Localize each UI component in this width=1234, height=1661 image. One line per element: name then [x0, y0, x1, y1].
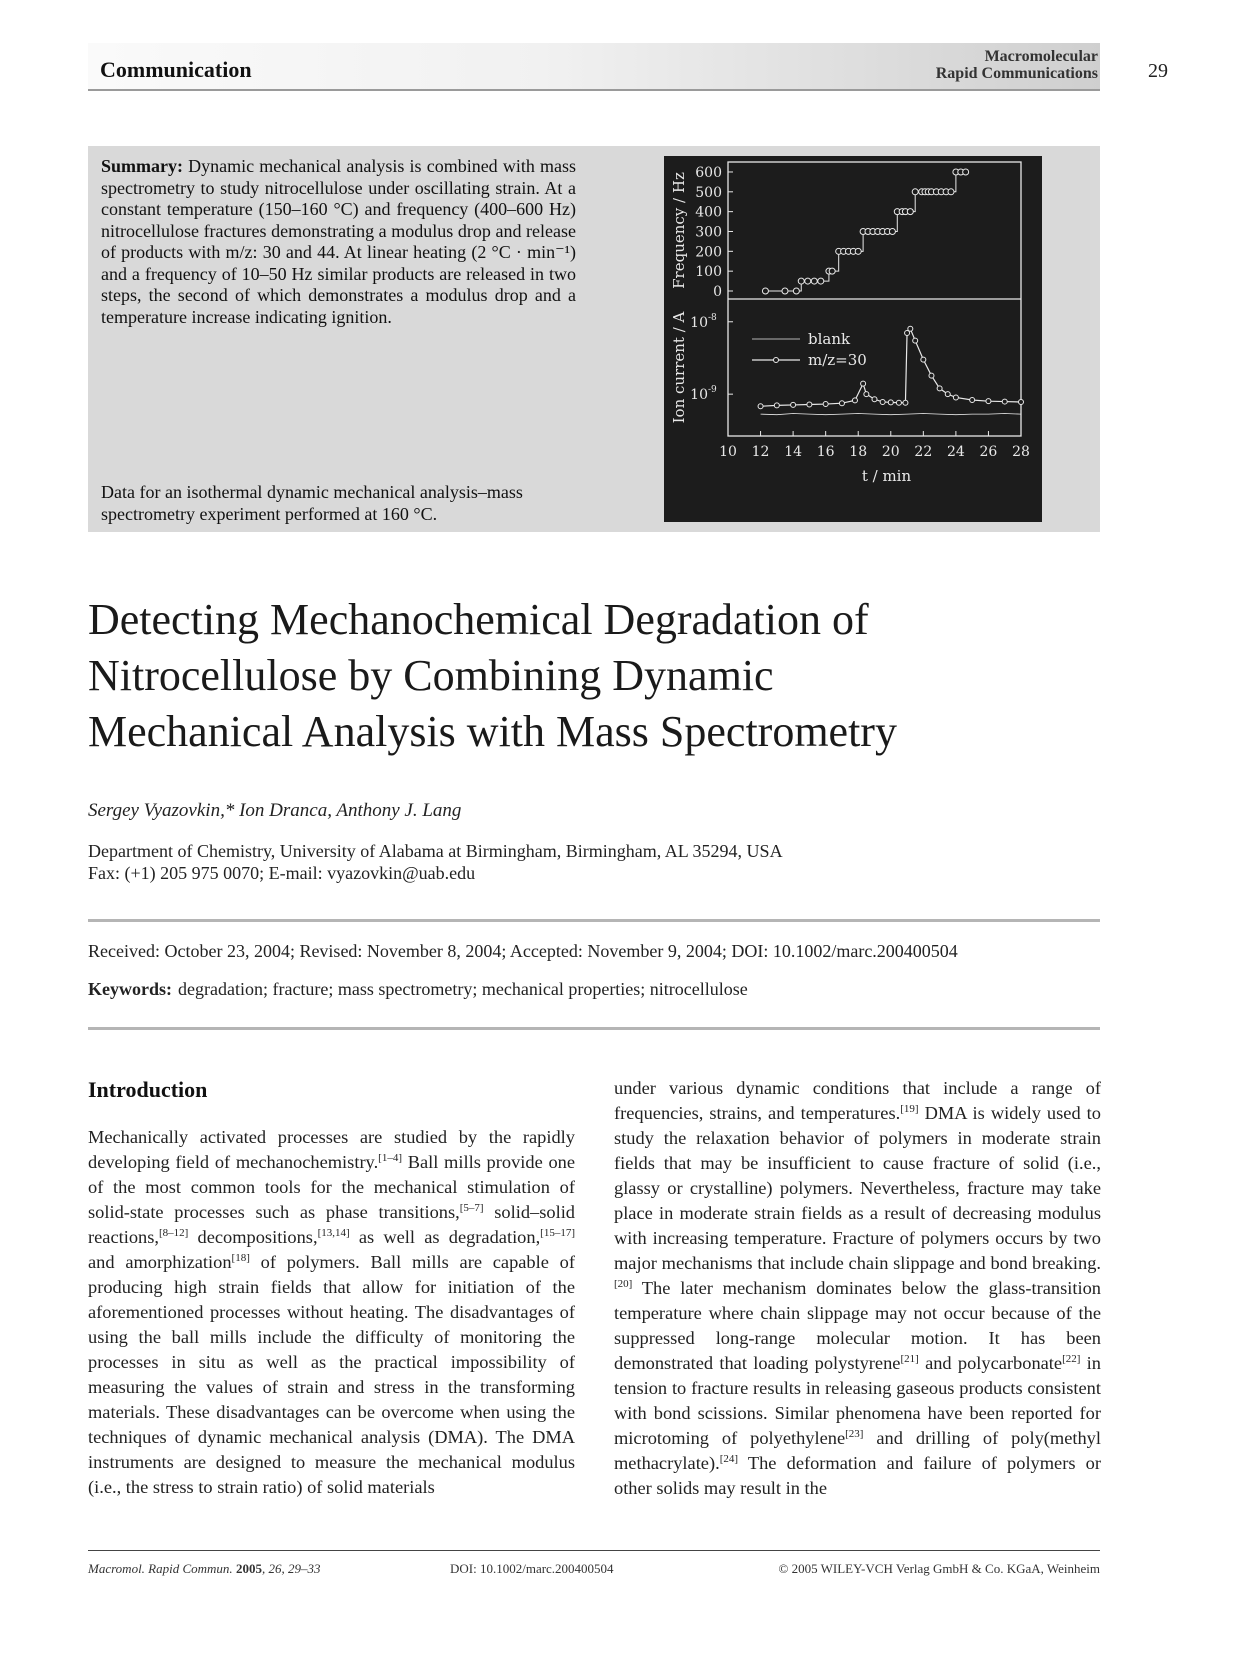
title-line-3: Mechanical Analysis with Mass Spectrometry: [88, 707, 897, 756]
article-title: [88, 592, 1138, 760]
data-point-mz30: [896, 400, 901, 405]
y-tick-label: 600: [695, 164, 722, 181]
y-tick-label: 200: [695, 244, 722, 261]
y-tick-label: 0: [713, 284, 722, 300]
x-tick-label: 18: [849, 444, 868, 460]
body-text: and drilling of poly(methyl methacrylate).: [614, 1428, 1101, 1473]
footer-doi: DOI: 10.1002/marc.200400504: [450, 1561, 614, 1576]
footer-pages: , 29–33: [281, 1561, 321, 1576]
body-text: as well as degradation,: [349, 1227, 541, 1247]
y-tick-label: 100: [695, 264, 722, 281]
body-text: solid–solid reactions,: [88, 1202, 575, 1247]
data-point-frequency: [948, 189, 954, 195]
citation-ref[interactable]: [20]: [614, 1277, 633, 1290]
data-point-mz30: [839, 401, 844, 406]
data-point-frequency: [805, 278, 811, 284]
body-text: Ball mills provide one of the most common tools for the mechanical stimulation of solid-state processes such as phase transitions,: [88, 1152, 575, 1222]
data-point-mz30: [852, 398, 857, 403]
data-point-mz30: [861, 381, 866, 386]
data-point-frequency: [855, 248, 861, 254]
data-point-mz30: [953, 395, 958, 400]
citation-ref[interactable]: [21]: [900, 1352, 919, 1365]
legend-label-blank: blank: [808, 330, 851, 348]
received-dates: Received: October 23, 2004; Revised: November 8, 2004; Accepted: November 9, 2004; DOI: 10.1002/marc.200400504: [88, 941, 958, 961]
divider-bottom: [88, 1027, 1100, 1030]
legend-marker-mz30: [774, 358, 779, 363]
citation-ref[interactable]: [22]: [1062, 1352, 1081, 1365]
body-text: DMA is widely used to study the relaxation behavior of polymers in moderate strain fields that may be insufficient to cause fracture of solid (i.e., glassy or crystalline) polymers. Nevertheless, fracture may take place in moderate strain fields as a result of decreasing modulus with increasing temperature. Fracture of polymers occurs by two major mechanisms that include chain slippage and bond breaking.: [614, 1103, 1101, 1273]
data-point-frequency: [889, 228, 895, 234]
journal-name-line2: Rapid Communications: [935, 65, 1098, 82]
citation-ref[interactable]: [1–4]: [378, 1151, 402, 1164]
data-point-mz30: [903, 400, 908, 405]
figure-caption: Data for an isothermal dynamic mechanical analysis–mass spectrometry experiment performed at 160 °C.: [101, 482, 523, 524]
data-point-mz30: [888, 400, 893, 405]
data-point-mz30: [937, 386, 942, 391]
footer-year: 2005: [235, 1561, 262, 1576]
x-tick-label: 16: [816, 444, 835, 460]
summary-label: Summary:: [101, 156, 183, 176]
intro-paragraph-left: [88, 1125, 575, 1500]
data-point-mz30: [758, 404, 763, 409]
dma-ms-chart: [664, 156, 1042, 522]
journal-name: [936, 48, 1098, 82]
data-point-frequency: [793, 288, 799, 294]
x-tick-label: 14: [784, 444, 803, 460]
citation-ref[interactable]: [24]: [719, 1452, 739, 1465]
data-point-frequency: [907, 209, 913, 215]
body-text: in tension to fracture results in releasing gaseous products consistent with bond scissions. Similar phenomena have been reported for microtoming of polyethylene: [614, 1353, 1101, 1448]
title-line-2: Nitrocellulose by Combining Dynamic: [88, 651, 774, 700]
x-tick-label: 12: [751, 444, 770, 460]
data-point-frequency: [782, 288, 788, 294]
data-point-mz30: [913, 338, 918, 343]
data-point-frequency: [798, 278, 804, 284]
data-point-frequency: [829, 268, 835, 274]
footer-volume: 26: [268, 1561, 282, 1576]
y-tick-exponent: -9: [708, 385, 717, 396]
data-point-mz30: [791, 402, 796, 407]
abstract-figure: [664, 156, 1042, 522]
intro-paragraph-right: [614, 1076, 1101, 1501]
affiliation-line2: Fax: (+1) 205 975 0070; E-mail: vyazovkin@uab.edu: [88, 863, 476, 883]
x-axis-label: t / min: [861, 467, 912, 485]
footer-copyright: © 2005 WILEY-VCH Verlag GmbH & Co. KGaA, Weinheim: [778, 1561, 1100, 1576]
data-point-mz30: [908, 326, 913, 331]
section-label: Communication: [100, 57, 252, 82]
data-point-mz30: [872, 397, 877, 402]
y-axis-label: Frequency / Hz: [670, 172, 688, 289]
citation-ref[interactable]: [19]: [900, 1102, 919, 1115]
citation-ref[interactable]: [18]: [231, 1251, 250, 1264]
footer-citation: Macromol. Rapid Commun. 2005, 26, 29–33: [88, 1561, 321, 1576]
data-point-mz30: [823, 402, 828, 407]
data-point-mz30: [774, 403, 779, 408]
data-point-frequency: [963, 169, 969, 175]
x-tick-label: 10: [719, 444, 737, 460]
summary-text: Dynamic mechanical analysis is combined with mass spectrometry to study nitrocellulose under oscillating strain. At a constant temperature (150–160 °C) and frequency (400–600 Hz) nitrocellulose fractures demonstrating a modulus drop and release of products with m/z: 30 and 44. At linear heating (2 °C · min⁻¹) and a frequency of 10–50 Hz similar products are released in two steps, the second of which demonstrates a modulus drop and a temperature increase indicating ignition.: [101, 156, 576, 327]
x-tick-label: 22: [914, 444, 933, 460]
citation-ref[interactable]: [23]: [845, 1427, 864, 1440]
keywords: [88, 979, 748, 1000]
y-axis-label: Ion current / A: [670, 311, 688, 424]
data-point-frequency: [818, 278, 824, 284]
y-tick-label: 10: [690, 387, 708, 404]
data-point-mz30: [807, 402, 812, 407]
data-point-mz30: [1019, 399, 1024, 404]
series-line-blank: [761, 414, 1021, 415]
y-tick-exponent: -8: [708, 312, 717, 323]
data-point-frequency: [912, 189, 918, 195]
y-tick-label: 400: [695, 204, 722, 221]
x-tick-label: 26: [979, 444, 998, 460]
x-tick-label: 28: [1012, 444, 1030, 460]
page-number: 29: [1148, 60, 1168, 82]
introduction-heading: Introduction: [88, 1077, 208, 1102]
keywords-label: Keywords:: [88, 979, 172, 999]
affiliation: [88, 840, 783, 884]
author-list: Sergey Vyazovkin,* Ion Dranca, Anthony J. Lang: [88, 800, 462, 821]
citation-ref[interactable]: [5–7]: [459, 1201, 484, 1214]
data-point-mz30: [880, 399, 885, 404]
footer-journal: Macromol. Rapid Commun.: [88, 1561, 233, 1576]
body-column-right: [614, 1076, 1101, 1501]
y-tick-label: 500: [695, 184, 722, 201]
data-point-mz30: [864, 392, 869, 397]
citation-ref[interactable]: [8–12]: [158, 1226, 189, 1239]
x-tick-label: 20: [881, 444, 900, 460]
x-tick-label: 24: [946, 444, 965, 460]
footer-rule: [88, 1550, 1100, 1551]
keywords-text: degradation; fracture; mass spectrometry; mechanical properties; nitrocellulose: [178, 979, 748, 999]
journal-name-line1: Macromolecular: [984, 48, 1098, 65]
body-text: The deformation and failure of polymers or other solids may result in the: [614, 1453, 1101, 1498]
body-text: and polycarbonate: [918, 1353, 1063, 1373]
data-point-frequency: [762, 288, 768, 294]
body-text: under various dynamic conditions that include a range of frequencies, strains, and temperatures.: [614, 1078, 1101, 1123]
body-text: decompositions,: [188, 1227, 318, 1247]
citation-ref[interactable]: [15–17]: [540, 1226, 575, 1239]
title-line-1: Detecting Mechanochemical Degradation of: [88, 595, 869, 644]
y-tick-label: 300: [695, 224, 722, 241]
data-point-mz30: [945, 392, 950, 397]
body-text: Mechanically activated processes are studied by the rapidly developing field of mechanochemistry.: [88, 1127, 575, 1172]
summary-paragraph: [101, 156, 576, 328]
data-point-mz30: [986, 399, 991, 404]
y-tick-label: 10: [690, 314, 708, 331]
affiliation-line1: Department of Chemistry, University of Alabama at Birmingham, Birmingham, AL 35294, USA: [88, 841, 783, 861]
body-column-left: [88, 1125, 575, 1500]
divider-top: [88, 919, 1100, 922]
legend-label-mz30: m/z=30: [808, 351, 867, 369]
series-line-mz30: [761, 329, 1021, 406]
data-point-mz30: [1002, 399, 1007, 404]
data-point-mz30: [970, 398, 975, 403]
body-text: of polymers. Ball mills are capable of producing high strain fields that allow for initiation of the aforementioned processes without heating. The disadvantages of using the ball mills include the difficulty of monitoring the processes in situ as well as the practical impossibility of measuring the values of strain and stress in the transforming materials. These disadvantages can be overcome when using the techniques of dynamic mechanical analysis (DMA). The DMA instruments are designed to measure the mechanical modulus (i.e., the stress to strain ratio) of solid materials: [88, 1252, 575, 1497]
data-point-mz30: [929, 373, 934, 378]
citation-ref[interactable]: [13,14]: [317, 1226, 350, 1239]
body-text: and amorphization: [88, 1252, 232, 1272]
data-point-mz30: [921, 357, 926, 362]
data-point-frequency: [811, 278, 817, 284]
body-text: The later mechanism dominates below the glass-transition temperature where chain slippage may not occur because of the suppressed long-range molecular motion. It has been demonstrated that loading polystyrene: [614, 1278, 1101, 1373]
